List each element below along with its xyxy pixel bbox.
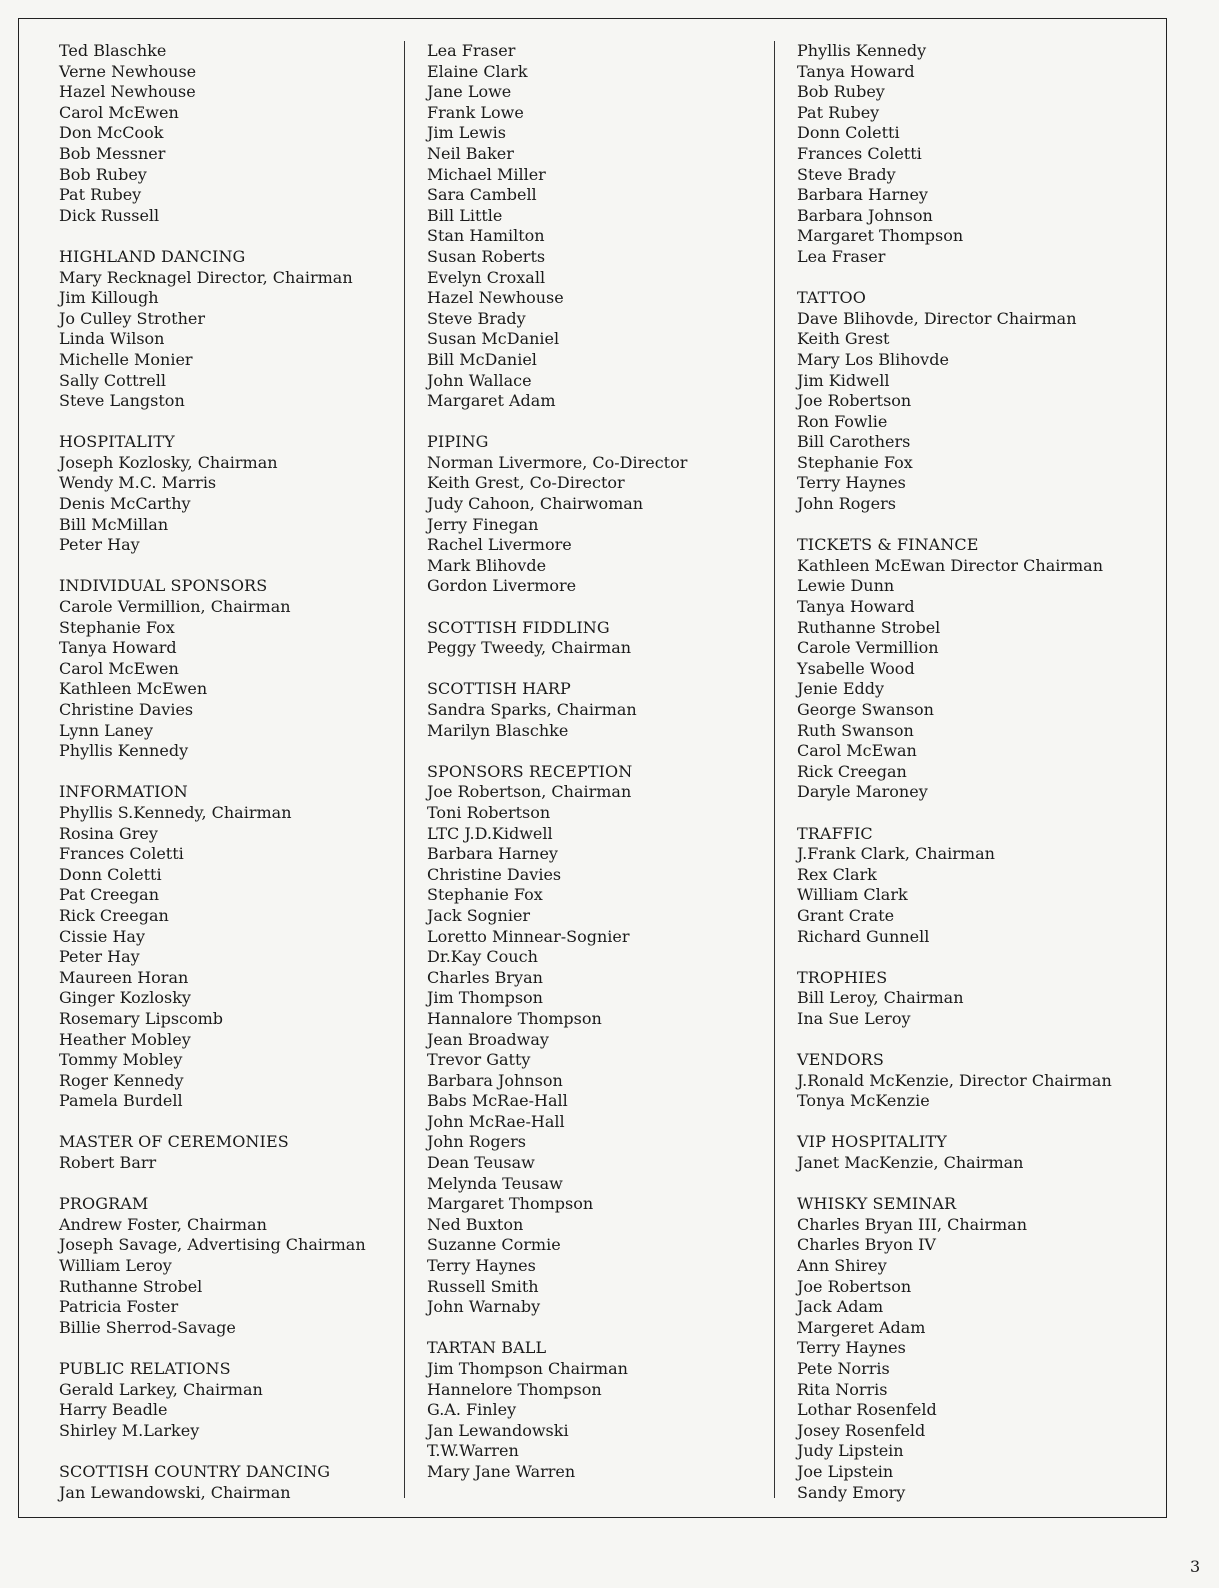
member-name: Neil Baker bbox=[427, 143, 514, 163]
committee-section bbox=[59, 247, 399, 412]
committee-heading: SPONSORS RECEPTION bbox=[427, 761, 633, 781]
member-name: Phyllis Kennedy bbox=[797, 41, 927, 60]
member-name: Jim Killough bbox=[59, 288, 159, 308]
member-name: Keith Grest, Co-Director bbox=[427, 473, 625, 493]
member-name: Charles Bryan III, Chairman bbox=[797, 1214, 1027, 1234]
member-name: Sandy Emory bbox=[797, 1482, 906, 1502]
committee-heading: PROGRAM bbox=[59, 1194, 149, 1214]
member-name: Janet MacKenzie, Chairman bbox=[797, 1153, 1024, 1173]
member-name: Mary Jane Warren bbox=[427, 1461, 576, 1481]
column-divider bbox=[404, 41, 405, 1498]
member-name: Pat Creegan bbox=[59, 885, 160, 905]
member-name: Keith Grest bbox=[797, 329, 890, 349]
member-name: Carole Vermillion bbox=[797, 638, 939, 658]
committee-section bbox=[59, 1194, 399, 1338]
member-name: John Rogers bbox=[797, 494, 896, 514]
member-name: Margeret Adam bbox=[797, 1317, 926, 1337]
member-name: Tanya Howard bbox=[797, 61, 915, 81]
committee-heading: INDIVIDUAL SPONSORS bbox=[59, 576, 268, 596]
member-name: Pamela Burdell bbox=[59, 1091, 183, 1111]
member-name: George Swanson bbox=[797, 700, 934, 719]
member-name: William Leroy bbox=[59, 1256, 172, 1276]
member-name: Kathleen McEwan Director Chairman bbox=[797, 555, 1104, 575]
member-name: T.W.Warren bbox=[427, 1441, 519, 1461]
member-name: Joe Lipstein bbox=[797, 1461, 894, 1481]
member-name: Ysabelle Wood bbox=[797, 658, 915, 678]
member-name: Marilyn Blaschke bbox=[427, 720, 569, 740]
committee-heading: VIP HOSPITALITY bbox=[797, 1132, 947, 1152]
member-name: Linda Wilson bbox=[59, 329, 165, 349]
member-name: Terry Haynes bbox=[427, 1256, 536, 1276]
member-name: Ann Shirey bbox=[797, 1256, 887, 1276]
committee-section bbox=[427, 762, 767, 1318]
member-name: Bob Rubey bbox=[797, 82, 885, 102]
member-name: LTC J.D.Kidwell bbox=[427, 823, 553, 843]
member-name: Toni Robertson bbox=[427, 802, 551, 822]
member-name: Stephanie Fox bbox=[59, 617, 175, 637]
member-name: Carole Vermillion, Chairman bbox=[59, 597, 291, 617]
committee-section bbox=[797, 824, 1157, 948]
page-number: 3 bbox=[1190, 1557, 1201, 1576]
member-name: Pete Norris bbox=[797, 1359, 890, 1378]
committee-section bbox=[797, 535, 1157, 803]
committee-section bbox=[797, 1194, 1157, 1503]
member-name: Jim Thompson Chairman bbox=[427, 1359, 628, 1378]
member-name: Margaret Thompson bbox=[797, 226, 964, 246]
committee-heading: MASTER OF CEREMONIES bbox=[59, 1132, 289, 1152]
member-name: Patricia Foster bbox=[59, 1297, 179, 1317]
member-name: Joe Robertson bbox=[797, 391, 912, 411]
member-name: Frances Coletti bbox=[59, 844, 184, 864]
member-name: Ginger Kozlosky bbox=[59, 988, 191, 1008]
member-name: Margaret Adam bbox=[427, 391, 556, 411]
committee-heading: SCOTTISH HARP bbox=[427, 679, 571, 699]
committee-section bbox=[427, 679, 767, 741]
member-name: Susan Roberts bbox=[427, 246, 546, 266]
member-name: Christine Davies bbox=[59, 700, 194, 719]
committee-section bbox=[797, 288, 1157, 515]
member-name: Susan McDaniel bbox=[427, 329, 560, 349]
member-name: Bill Little bbox=[427, 205, 503, 225]
member-name: Shirley M.Larkey bbox=[59, 1420, 200, 1440]
member-name: Mary Recknagel Director, Chairman bbox=[59, 267, 353, 287]
member-name: Richard Gunnell bbox=[797, 926, 930, 946]
member-name: Peter Hay bbox=[59, 535, 140, 555]
member-name: Rick Creegan bbox=[797, 761, 907, 781]
member-name: Josey Rosenfeld bbox=[797, 1420, 926, 1440]
member-name: Wendy M.C. Marris bbox=[59, 473, 217, 493]
member-name: Bill McMillan bbox=[59, 514, 169, 534]
member-name: Jean Broadway bbox=[427, 1029, 549, 1049]
member-name: Bill McDaniel bbox=[427, 349, 537, 369]
member-name: Rachel Livermore bbox=[427, 535, 572, 555]
member-name: Joseph Kozlosky, Chairman bbox=[59, 452, 278, 472]
committee-heading: HOSPITALITY bbox=[59, 432, 175, 452]
committee-section bbox=[427, 432, 767, 597]
member-name: John Warnaby bbox=[427, 1297, 541, 1317]
column-3 bbox=[797, 41, 1157, 1503]
member-name: Elaine Clark bbox=[427, 61, 528, 81]
member-name: Phyllis Kennedy bbox=[59, 741, 189, 761]
member-name: Ruthanne Strobel bbox=[797, 617, 941, 637]
member-name: Lynn Laney bbox=[59, 720, 154, 740]
member-name: John Wallace bbox=[427, 370, 532, 390]
member-name: Jim Kidwell bbox=[797, 370, 890, 390]
member-name: Kathleen McEwen bbox=[59, 679, 208, 699]
member-name: Margaret Thompson bbox=[427, 1194, 594, 1214]
member-name: Jo Culley Strother bbox=[59, 308, 206, 328]
column-divider bbox=[774, 41, 775, 1498]
member-name: Stephanie Fox bbox=[427, 885, 543, 905]
member-name: Dick Russell bbox=[59, 205, 160, 225]
member-name: Bill Carothers bbox=[797, 432, 911, 452]
committee-section bbox=[797, 1050, 1157, 1112]
member-name: Hazel Newhouse bbox=[59, 82, 196, 102]
member-name: Rita Norris bbox=[797, 1379, 888, 1399]
member-name: John Rogers bbox=[427, 1132, 526, 1152]
member-name: Bob Rubey bbox=[59, 164, 147, 184]
member-name: Ned Buxton bbox=[427, 1214, 524, 1234]
member-name: Ina Sue Leroy bbox=[797, 1008, 911, 1028]
member-name: Babs McRae-Hall bbox=[427, 1091, 568, 1111]
committee-heading: TICKETS & FINANCE bbox=[797, 535, 979, 555]
member-name: Frank Lowe bbox=[427, 102, 524, 122]
member-name: Pat Rubey bbox=[797, 102, 880, 122]
member-name: Lea Fraser bbox=[427, 41, 516, 60]
member-name: Lea Fraser bbox=[797, 246, 886, 266]
member-name: Grant Crate bbox=[797, 905, 895, 925]
committee-section bbox=[59, 432, 399, 556]
member-name: Charles Bryan bbox=[427, 967, 543, 987]
committee-section bbox=[427, 618, 767, 659]
committee-section bbox=[797, 968, 1157, 1030]
member-name: Barbara Harney bbox=[797, 185, 928, 205]
member-name: Donn Coletti bbox=[797, 123, 900, 143]
member-name: G.A. Finley bbox=[427, 1400, 517, 1420]
member-name: Steve Brady bbox=[797, 164, 896, 184]
member-name: Michael Miller bbox=[427, 164, 546, 184]
member-name: William Clark bbox=[797, 885, 908, 905]
member-name: Tommy Mobley bbox=[59, 1050, 183, 1070]
committee-heading: TARTAN BALL bbox=[427, 1338, 547, 1358]
member-name: Jim Lewis bbox=[427, 123, 506, 143]
committee-heading: TROPHIES bbox=[797, 967, 888, 987]
member-name: Donn Coletti bbox=[59, 864, 162, 884]
member-name: Joseph Savage, Advertising Chairman bbox=[59, 1235, 366, 1255]
committee-section bbox=[59, 1132, 399, 1173]
member-name: Sara Cambell bbox=[427, 185, 537, 205]
member-name: Carol McEwen bbox=[59, 102, 179, 122]
member-name: Rex Clark bbox=[797, 864, 877, 884]
member-name: Stan Hamilton bbox=[427, 226, 545, 246]
member-name: Ron Fowlie bbox=[797, 411, 888, 431]
member-name: Jack Adam bbox=[797, 1297, 884, 1317]
member-name: Gerald Larkey, Chairman bbox=[59, 1379, 263, 1399]
member-name: Frances Coletti bbox=[797, 143, 922, 163]
member-name: Mark Blihovde bbox=[427, 555, 547, 575]
member-name: Carol McEwen bbox=[59, 658, 179, 678]
committee-heading: VENDORS bbox=[797, 1050, 884, 1070]
member-name: Maureen Horan bbox=[59, 967, 189, 987]
member-name: Trevor Gatty bbox=[427, 1050, 531, 1070]
committee-heading: INFORMATION bbox=[59, 782, 188, 802]
member-name: Lewie Dunn bbox=[797, 576, 895, 596]
member-name: Robert Barr bbox=[59, 1153, 157, 1173]
member-name: Tanya Howard bbox=[59, 638, 177, 658]
member-name: Hannelore Thompson bbox=[427, 1379, 602, 1399]
member-name: Ted Blaschke bbox=[59, 41, 167, 60]
member-name: Rosina Grey bbox=[59, 823, 158, 843]
member-name: Jan Lewandowski bbox=[427, 1420, 569, 1440]
committee-heading: WHISKY SEMINAR bbox=[797, 1194, 957, 1214]
member-name: Lothar Rosenfeld bbox=[797, 1400, 937, 1420]
member-name: Michelle Monier bbox=[59, 349, 193, 369]
member-name: Hazel Newhouse bbox=[427, 288, 564, 308]
member-name: Jan Lewandowski, Chairman bbox=[59, 1482, 291, 1502]
member-name: Bill Leroy, Chairman bbox=[797, 988, 964, 1008]
member-name: Roger Kennedy bbox=[59, 1070, 184, 1090]
member-name: Tanya Howard bbox=[797, 597, 915, 617]
member-name: Jim Thompson bbox=[427, 988, 543, 1008]
committee-heading: SCOTTISH FIDDLING bbox=[427, 617, 610, 637]
member-name: Joe Robertson bbox=[797, 1276, 912, 1296]
member-name: Mary Los Blihovde bbox=[797, 349, 949, 369]
member-name: Verne Newhouse bbox=[59, 61, 197, 81]
member-name: Hannalore Thompson bbox=[427, 1008, 602, 1028]
member-name: Steve Brady bbox=[427, 308, 526, 328]
page-frame bbox=[18, 18, 1167, 1518]
member-name: Don McCook bbox=[59, 123, 164, 143]
member-name: Charles Bryon IV bbox=[797, 1235, 936, 1255]
member-name: Billie Sherrod-Savage bbox=[59, 1317, 236, 1337]
member-name: Christine Davies bbox=[427, 864, 562, 884]
member-name: John McRae-Hall bbox=[427, 1111, 565, 1131]
member-name: Judy Cahoon, Chairwoman bbox=[427, 494, 644, 514]
committee-section bbox=[427, 1338, 767, 1482]
member-name: Peter Hay bbox=[59, 947, 140, 967]
member-name: Peggy Tweedy, Chairman bbox=[427, 638, 632, 658]
member-name: Tonya McKenzie bbox=[797, 1091, 930, 1111]
member-name: Melynda Teusaw bbox=[427, 1173, 563, 1193]
committee-heading: TRAFFIC bbox=[797, 823, 873, 843]
member-name: Rosemary Lipscomb bbox=[59, 1008, 224, 1028]
member-name: Sandra Sparks, Chairman bbox=[427, 700, 637, 719]
member-name: Pat Rubey bbox=[59, 185, 142, 205]
member-name: Ruthanne Strobel bbox=[59, 1276, 203, 1296]
member-name: Bob Messner bbox=[59, 143, 166, 163]
committee-heading: SCOTTISH COUNTRY DANCING bbox=[59, 1461, 331, 1481]
member-name: Judy Lipstein bbox=[797, 1441, 904, 1461]
member-name: Sally Cottrell bbox=[59, 370, 166, 390]
committee-section bbox=[427, 41, 767, 412]
column-2 bbox=[427, 41, 767, 1483]
member-name: Andrew Foster, Chairman bbox=[59, 1214, 267, 1234]
member-name: Daryle Maroney bbox=[797, 782, 928, 802]
member-name: Stephanie Fox bbox=[797, 452, 913, 472]
member-name: Suzanne Cormie bbox=[427, 1235, 561, 1255]
member-name: Barbara Johnson bbox=[427, 1070, 563, 1090]
member-name: Cissie Hay bbox=[59, 926, 145, 946]
member-name: Dave Blihovde, Director Chairman bbox=[797, 308, 1077, 328]
member-name: Jenie Eddy bbox=[797, 679, 885, 699]
committee-section bbox=[59, 41, 399, 226]
member-name: Norman Livermore, Co-Director bbox=[427, 452, 688, 472]
member-name: Evelyn Croxall bbox=[427, 267, 546, 287]
member-name: Barbara Johnson bbox=[797, 205, 933, 225]
committee-heading: TATTOO bbox=[797, 288, 866, 308]
member-name: Ruth Swanson bbox=[797, 720, 914, 740]
member-name: Terry Haynes bbox=[797, 1338, 906, 1358]
member-name: Joe Robertson, Chairman bbox=[427, 782, 632, 802]
member-name: Dean Teusaw bbox=[427, 1153, 535, 1173]
member-name: Harry Beadle bbox=[59, 1400, 168, 1420]
committee-section bbox=[59, 1359, 399, 1441]
committee-section bbox=[797, 1132, 1157, 1173]
committee-heading: PIPING bbox=[427, 432, 489, 452]
member-name: Jack Sognier bbox=[427, 905, 531, 925]
committee-section bbox=[59, 1462, 399, 1503]
committee-heading: PUBLIC RELATIONS bbox=[59, 1359, 231, 1378]
member-name: J.Frank Clark, Chairman bbox=[797, 844, 995, 864]
member-name: Gordon Livermore bbox=[427, 576, 577, 596]
member-name: Loretto Minnear-Sognier bbox=[427, 926, 630, 946]
committee-heading: HIGHLAND DANCING bbox=[59, 246, 246, 266]
member-name: Jerry Finegan bbox=[427, 514, 539, 534]
member-name: Heather Mobley bbox=[59, 1029, 191, 1049]
committee-section bbox=[59, 782, 399, 1112]
member-name: Carol McEwan bbox=[797, 741, 917, 761]
member-name: Rick Creegan bbox=[59, 905, 169, 925]
member-name: Terry Haynes bbox=[797, 473, 906, 493]
committee-section bbox=[797, 41, 1157, 268]
member-name: Barbara Harney bbox=[427, 844, 558, 864]
member-name: Dr.Kay Couch bbox=[427, 947, 538, 967]
member-name: J.Ronald McKenzie, Director Chairman bbox=[797, 1070, 1112, 1090]
committee-section bbox=[59, 576, 399, 761]
column-1 bbox=[59, 41, 399, 1503]
member-name: Denis McCarthy bbox=[59, 494, 191, 514]
member-name: Russell Smith bbox=[427, 1276, 539, 1296]
member-name: Phyllis S.Kennedy, Chairman bbox=[59, 802, 292, 822]
member-name: Jane Lowe bbox=[427, 82, 512, 102]
member-name: Steve Langston bbox=[59, 391, 185, 411]
